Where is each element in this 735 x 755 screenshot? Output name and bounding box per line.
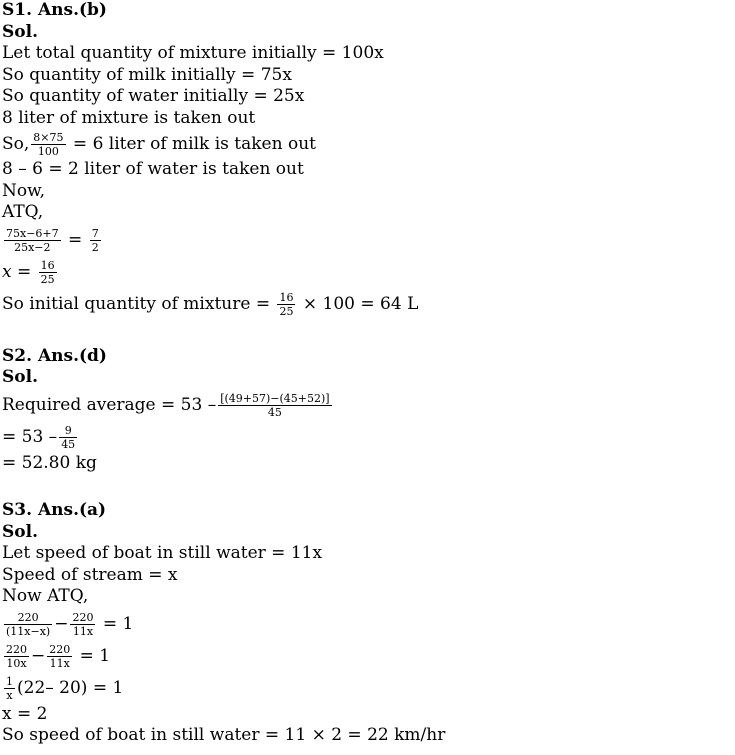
s1-line-3: So quantity of water initially = 25x <box>2 86 305 106</box>
denominator: 10x <box>6 656 27 670</box>
s1-line-1: Let total quantity of mixture initially = 100x <box>2 43 384 63</box>
s1-line-7: Now, <box>2 180 46 201</box>
s3-eq2-result: = 1 <box>79 645 111 666</box>
numerator: 220 <box>72 610 94 624</box>
numerator: [(49+57)−(45+52)] <box>220 391 330 405</box>
numerator: 16 <box>279 290 294 304</box>
s2-sol-label: Sol. <box>2 367 38 387</box>
s2-line-2 <box>2 421 732 453</box>
s1-line-5-prefix: So, <box>2 134 30 154</box>
s3-equation-2 <box>2 640 732 672</box>
s2-line-2-prefix: = 53 – <box>2 426 58 447</box>
s1-final-suffix: × 100 = 64 L <box>302 293 419 314</box>
s1-line-5-suffix: = 6 liter of milk is taken out <box>72 134 316 154</box>
s3-equation-1 <box>2 608 732 640</box>
s3-eq1-result: = 1 <box>102 613 134 634</box>
s1-line-5 <box>2 129 732 159</box>
s1-final-fraction <box>277 291 295 318</box>
s2-line-3: = 52.80 kg <box>2 452 97 473</box>
denominator: 25 <box>40 272 55 286</box>
solutions-document <box>2 0 732 747</box>
s3-line-2: Speed of stream = x <box>2 564 178 585</box>
s3-equation-3 <box>2 672 732 704</box>
s1-ratio-left <box>4 227 61 254</box>
s3-eq2-frac-1 <box>4 643 29 670</box>
numerator: 75x−6+7 <box>6 226 59 240</box>
s1-ratio-equation <box>2 224 732 256</box>
s3-eq1-frac-2 <box>70 611 95 638</box>
numerator: 1 <box>6 674 13 688</box>
s1-line-8: ATQ, <box>2 202 44 222</box>
denominator: 2 <box>91 240 99 254</box>
s1-line-2: So quantity of milk initially = 75x <box>2 64 292 85</box>
s1-x-prefix: x = <box>2 261 32 282</box>
numerator: 8×75 <box>33 131 64 144</box>
numerator: 220 <box>49 642 71 656</box>
denominator: x <box>6 688 13 702</box>
denominator: 25 <box>279 304 294 318</box>
s2-line-1 <box>2 389 732 421</box>
s1-heading: S1. Ans.(b) <box>2 0 107 20</box>
s1-final-prefix: So initial quantity of mixture = <box>2 293 271 314</box>
s2-simplified-fraction <box>59 424 77 451</box>
denominator: 11x <box>49 656 70 670</box>
numerator: 220 <box>6 642 27 656</box>
denominator: 45 <box>267 405 282 419</box>
denominator: 45 <box>61 437 76 451</box>
numerator: 7 <box>91 226 99 240</box>
s3-sol-label: Sol. <box>2 521 38 542</box>
s3-eq1-frac-1 <box>4 611 52 638</box>
s1-x-value <box>2 256 732 288</box>
s3-heading: S3. Ans.(a) <box>2 500 107 520</box>
equals-sign: = <box>68 229 83 250</box>
s3-eq2-frac-2 <box>47 643 72 670</box>
s3-eq3-result: (22– 20) = 1 <box>17 677 124 698</box>
denominator: 100 <box>37 145 59 158</box>
denominator: 25x−2 <box>14 240 51 254</box>
s1-x-fraction <box>39 259 57 286</box>
s2-line-1-prefix: Required average = 53 – <box>2 394 217 415</box>
minus-sign: − <box>31 645 46 666</box>
s1-sol-label: Sol. <box>2 21 38 42</box>
s3-line-1: Let speed of boat in still water = 11x <box>2 543 323 563</box>
s1-line-6: 8 – 6 = 2 liter of water is taken out <box>2 159 304 179</box>
numerator: 220 <box>4 611 52 625</box>
s1-final-line <box>2 288 732 320</box>
s1-line-4: 8 liter of mixture is taken out <box>2 107 256 128</box>
denominator: 11x <box>72 624 94 638</box>
s2-average-fraction <box>218 392 331 419</box>
s1-ratio-right <box>90 227 101 254</box>
s2-heading: S2. Ans.(d) <box>2 345 107 366</box>
s1-milk-fraction <box>31 131 65 158</box>
s3-line-7: x = 2 <box>2 703 48 724</box>
s3-line-8: So speed of boat in still water = 11 × 2 = 22 km/hr <box>2 725 446 745</box>
s3-line-3: Now ATQ, <box>2 586 89 606</box>
denominator: (11x−x) <box>6 624 51 638</box>
s3-eq3-frac <box>4 675 15 702</box>
minus-sign: − <box>54 613 69 634</box>
numerator: 9 <box>59 424 77 438</box>
numerator: 16 <box>40 258 55 272</box>
